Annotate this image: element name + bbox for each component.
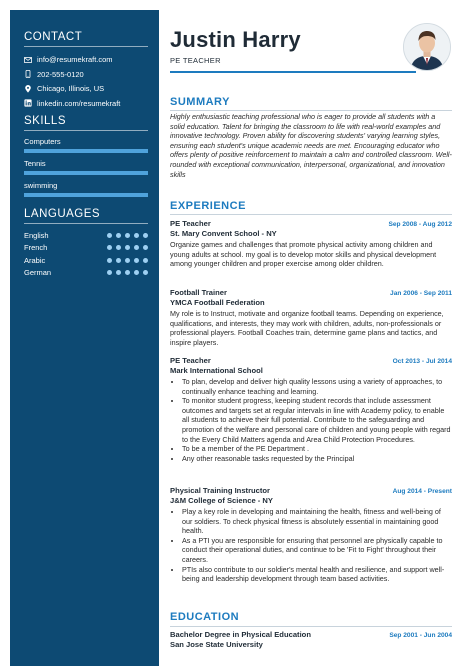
skill-name: Tennis bbox=[24, 159, 46, 168]
job-bullets bbox=[170, 507, 452, 584]
email-icon bbox=[24, 56, 32, 64]
rating-dot bbox=[125, 245, 130, 250]
rating-dot bbox=[143, 270, 148, 275]
avatar bbox=[403, 23, 451, 71]
education-entry bbox=[170, 630, 452, 649]
rating-dot bbox=[143, 258, 148, 263]
skill-name: swimming bbox=[24, 181, 58, 190]
job-dates: Jan 2006 - Sep 2011 bbox=[390, 290, 452, 297]
rating-dot bbox=[125, 233, 130, 238]
skill-level-bar bbox=[24, 171, 148, 175]
sidebar bbox=[10, 10, 159, 666]
rating-dot bbox=[143, 245, 148, 250]
job-dates: Aug 2014 - Present bbox=[392, 488, 452, 495]
contact-phone[interactable] bbox=[24, 68, 148, 81]
job-description: Organize games and challenges that promote physical activity among children and young adults at school. my goal is to develop motor skills and physical development among younger children and proper exercise among older children. bbox=[170, 240, 437, 269]
job-title: PE Teacher bbox=[170, 219, 211, 228]
skills-section bbox=[24, 115, 148, 197]
job-title: PE Teacher bbox=[170, 356, 211, 365]
rating-dot bbox=[116, 245, 121, 250]
contact-email[interactable] bbox=[24, 53, 148, 66]
contact-linkedin[interactable] bbox=[24, 97, 148, 110]
language-item bbox=[24, 229, 148, 242]
contact-section bbox=[24, 31, 148, 111]
contact-location bbox=[24, 82, 148, 95]
rating-dot bbox=[116, 258, 121, 263]
job-dates: Sep 2008 - Aug 2012 bbox=[388, 221, 452, 228]
education-school: San Jose State University bbox=[170, 640, 263, 649]
education-heading: EDUCATION bbox=[170, 611, 240, 623]
languages-heading: LANGUAGES bbox=[24, 208, 101, 220]
language-name: German bbox=[24, 268, 52, 278]
rating-dot bbox=[134, 245, 139, 250]
skill-level-bar bbox=[24, 193, 148, 197]
rating-dot bbox=[107, 233, 112, 238]
header-divider bbox=[170, 71, 416, 73]
language-name: Arabic bbox=[24, 255, 46, 265]
language-item bbox=[24, 242, 148, 255]
rating-dot bbox=[134, 233, 139, 238]
language-rating bbox=[107, 270, 148, 275]
job-bullet: • To plan, develop and deliver high quality lessons using a variety of approaches, to continually enhance teaching and learning. bbox=[182, 377, 452, 396]
rating-dot bbox=[134, 270, 139, 275]
job-title: Football Trainer bbox=[170, 288, 227, 297]
job-company: J&M College of Science - NY bbox=[170, 496, 273, 505]
candidate-title: PE TEACHER bbox=[170, 56, 221, 65]
skill-name: Computers bbox=[24, 137, 61, 146]
education-divider bbox=[170, 626, 452, 627]
job-company: Mark International School bbox=[170, 366, 263, 375]
job-title: Physical Training Instructor bbox=[170, 486, 271, 495]
rating-dot bbox=[116, 233, 121, 238]
linkedin-text: linkedin.com/resumekraft bbox=[37, 98, 121, 108]
job-dates: Oct 2013 - Jul 2014 bbox=[392, 358, 452, 365]
rating-dot bbox=[107, 245, 112, 250]
language-item bbox=[24, 254, 148, 267]
rating-dot bbox=[107, 258, 112, 263]
skill-level-bar bbox=[24, 149, 148, 153]
job-bullet: • Play a key role in developing and maintaining the health, fitness and well-being of our soldiers. To check physical fitness is absolutely essential in maintaining good health. bbox=[182, 507, 452, 536]
rating-dot bbox=[125, 258, 130, 263]
language-name: French bbox=[24, 243, 48, 253]
rating-dot bbox=[125, 270, 130, 275]
summary-text: Highly enthusiastic teaching professional who is eager to provide all students with a solid education. Talent for bringing the classroom to life with real-world examples and innovative technology. Proven ability for discovering students' varying learning styles, ensuring each student's unique academic needs are met. Encouraging educator who offers plenty of positive reinforcement to maintain a calm and controlled classroom. Well-rounded with exceptional communication, interpersonal, organizational, and innovation skills bbox=[170, 112, 452, 179]
languages-divider bbox=[24, 223, 148, 224]
languages-section bbox=[24, 208, 148, 279]
rating-dot bbox=[143, 233, 148, 238]
language-item bbox=[24, 267, 148, 280]
rating-dot bbox=[116, 270, 121, 275]
job-bullets bbox=[170, 377, 452, 463]
phone-text: 202-555-0120 bbox=[37, 69, 84, 79]
summary-heading: SUMMARY bbox=[170, 96, 230, 108]
education-degree: Bachelor Degree in Physical Education bbox=[170, 630, 311, 639]
location-pin-icon bbox=[24, 85, 32, 93]
phone-icon bbox=[24, 70, 32, 78]
education-dates: Sep 2001 - Jun 2004 bbox=[389, 632, 452, 639]
language-rating bbox=[107, 245, 148, 250]
experience-divider bbox=[170, 214, 452, 215]
skill-item bbox=[24, 159, 148, 175]
job-bullet: • To be a member of the PE Department . bbox=[182, 444, 452, 454]
job-bullet: • As a PTI you are responsible for ensuring that personnel are physically capable to conduct their operational duties, and continue to be 'Fit to Fight' throughout their careers. bbox=[182, 536, 452, 565]
job-company: St. Mary Convent School - NY bbox=[170, 229, 277, 238]
skills-heading: SKILLS bbox=[24, 115, 66, 127]
language-rating bbox=[107, 233, 148, 238]
language-rating bbox=[107, 258, 148, 263]
job-bullet: • To monitor student progress, keeping student records that include assessment outcomes and targets set at regular intervals in line with Academy policy, to enable all students to achieve their full potential. Contribute to the safeguarding and promotion of the welfare and personal care of children and young people with regard to the Every Child Matters agenda and Area Child Protection Procedures. bbox=[182, 396, 452, 444]
job-bullet: • PTIs also contribute to our soldier's mental health and resilience, and support well-being and leadership development through team based activities. bbox=[182, 565, 452, 584]
job-entry bbox=[170, 356, 452, 463]
contact-heading: CONTACT bbox=[24, 31, 83, 43]
linkedin-icon bbox=[24, 99, 32, 107]
skill-item bbox=[24, 181, 148, 197]
contact-divider bbox=[24, 46, 148, 47]
job-bullet: • Any other reasonable tasks requested by the Principal bbox=[182, 454, 452, 464]
profile-photo-icon bbox=[404, 24, 450, 70]
rating-dot bbox=[134, 258, 139, 263]
rating-dot bbox=[107, 270, 112, 275]
skill-item bbox=[24, 137, 148, 153]
summary-divider bbox=[170, 110, 452, 111]
job-entry bbox=[170, 486, 452, 584]
job-company: YMCA Football Federation bbox=[170, 298, 265, 307]
job-entry bbox=[170, 288, 452, 347]
job-entry bbox=[170, 219, 452, 269]
email-text: info@resumekraft.com bbox=[37, 55, 113, 64]
language-name: English bbox=[24, 230, 49, 240]
candidate-name: Justin Harry bbox=[170, 27, 301, 52]
location-text: Chicago, Illinois, US bbox=[37, 84, 105, 93]
skills-divider bbox=[24, 130, 148, 131]
experience-heading: EXPERIENCE bbox=[170, 200, 246, 212]
job-description: My role is to Instruct, motivate and organize football teams. Depending on experience, qualifications, and interests, they may work with children, adults, non-professionals or professional players. Football Coaches train, determine game plans and tactics, and inspire players. bbox=[170, 309, 444, 347]
